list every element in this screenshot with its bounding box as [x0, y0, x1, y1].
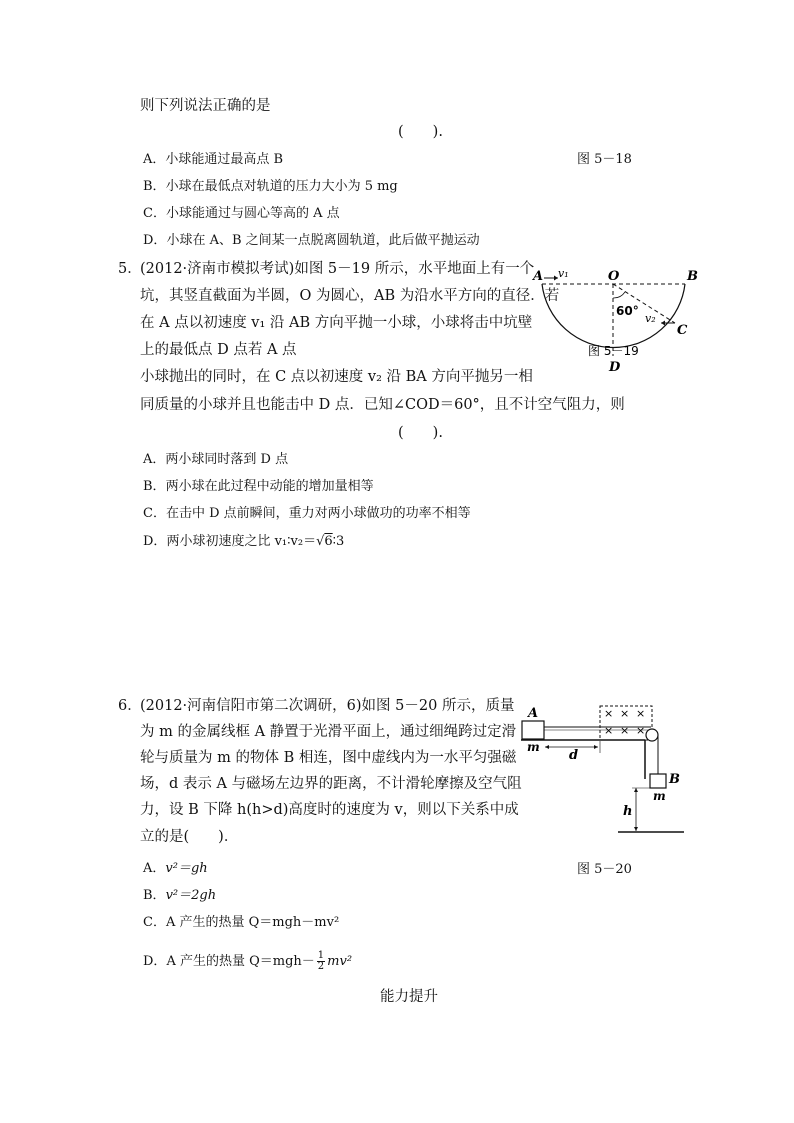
- option-letter: D．: [143, 954, 167, 969]
- q4-figure-label: 图 5－18: [577, 152, 632, 167]
- option-text: 两小球在此过程中动能的增加量相等: [165, 479, 374, 494]
- option-text: v²＝2gh: [165, 888, 217, 903]
- option-letter: B．: [143, 179, 166, 194]
- q6-option-c: [143, 914, 339, 932]
- q6-line-5: 力，设 B 下降 h(h>d)高度时的速度为 v，则以下关系中成: [140, 802, 519, 818]
- option-text: v²＝gh: [165, 861, 208, 876]
- fraction: [317, 951, 325, 972]
- label-d: d: [569, 748, 579, 763]
- fraction-denominator: 2: [317, 961, 325, 972]
- q6-line-4: 场，d 表示 A 与磁场左边界的距离，不计滑轮摩擦及空气阻: [140, 776, 522, 792]
- option-text-end: mv²: [327, 954, 353, 969]
- q5-option-a: [143, 451, 288, 469]
- q4-option-c: [143, 205, 340, 223]
- fraction-numerator: 1: [317, 950, 325, 961]
- block-b: [650, 774, 666, 788]
- option-letter: D．: [143, 534, 167, 549]
- block-a: [522, 721, 544, 739]
- field-cross: ×: [636, 724, 646, 737]
- q5-option-d: [143, 533, 344, 551]
- label-a: A: [528, 706, 539, 721]
- option-letter: A．: [143, 861, 166, 876]
- q5-line-4: 上的最低点 D 点若 A 点: [140, 342, 297, 358]
- q5-line-6: 同质量的小球并且也能击中 D 点．已知∠COD＝60°，且不计空气阻力，则: [140, 397, 625, 413]
- option-text: 小球在 A、B 之间某一点脱离圆轨道，此后做平抛运动: [166, 233, 480, 248]
- sqrt-sign: √: [316, 534, 325, 549]
- q4-option-b: [143, 178, 398, 196]
- q5-number: 5．: [118, 261, 142, 277]
- label-m-a: m: [527, 740, 540, 754]
- label-a: A: [533, 269, 544, 284]
- option-text: 小球能通过最高点 B: [165, 152, 284, 167]
- q5-line-2: 坑，其竖直截面为半圆，O 为圆心，AB 为沿水平方向的直径．若: [140, 288, 560, 304]
- option-text: 在击中 D 点前瞬间，重力对两小球做功的功率不相等: [165, 506, 471, 521]
- figure-5-19-label: 图 5－19: [588, 344, 639, 358]
- h-arrowhead-top: [634, 788, 638, 792]
- field-cross: ×: [604, 724, 614, 737]
- label-h: h: [623, 804, 633, 819]
- label-d: D: [609, 360, 621, 375]
- h-arrowhead-bottom: [634, 827, 638, 831]
- label-c: C: [677, 323, 688, 338]
- option-letter: A．: [143, 452, 166, 467]
- field-cross: ×: [620, 707, 630, 720]
- field-cross: ×: [604, 707, 614, 720]
- option-letter: D．: [143, 233, 167, 248]
- d-arrowhead-left: [545, 745, 549, 749]
- field-cross: ×: [636, 707, 646, 720]
- label-o: O: [608, 269, 620, 284]
- angle-arc: [613, 292, 625, 298]
- q6-option-d: [143, 950, 352, 974]
- section-title: 能力提升: [380, 989, 438, 1005]
- q5-answer-paren: ( ).: [398, 425, 443, 441]
- label-b: B: [669, 772, 680, 787]
- option-letter: B．: [143, 479, 166, 494]
- label-v2: v₂: [645, 312, 656, 325]
- q6-line-6: 立的是( )．: [140, 829, 239, 845]
- option-letter: C．: [143, 915, 166, 930]
- v2-arrowhead: [661, 321, 665, 326]
- field-cross: ×: [620, 724, 630, 737]
- d-arrowhead-right: [594, 745, 598, 749]
- q6-option-b: [143, 887, 216, 905]
- q5-line-3: 在 A 点以初速度 v₁ 沿 AB 方向平抛一小球，小球将击中坑壁: [140, 315, 533, 331]
- option-letter: A．: [143, 152, 166, 167]
- q6-option-a: [143, 860, 208, 878]
- q5-option-b: [143, 478, 374, 496]
- option-text: A 产生的热量 Q＝mgh－: [166, 954, 315, 969]
- q4-answer-paren: ( ).: [398, 124, 443, 140]
- sqrt-radicand: 6: [324, 534, 333, 549]
- q4-option-d: [143, 232, 480, 250]
- q5-line-1: (2012·济南市模拟考试)如图 5－19 所示，水平地面上有一个: [140, 261, 535, 277]
- q6-number: 6．: [118, 698, 142, 714]
- q4-option-a: [143, 151, 283, 169]
- figure-5-20: [518, 697, 688, 837]
- q6-line-1: (2012·河南信阳市第二次调研，6)如图 5－20 所示，质量: [140, 698, 515, 714]
- option-text: 两小球同时落到 D 点: [165, 452, 289, 467]
- label-angle: 60°: [616, 304, 639, 318]
- option-text: 两小球初速度之比 v₁∶v₂＝: [166, 534, 317, 549]
- option-text: 小球在最低点对轨道的压力大小为 5 mg: [165, 179, 398, 194]
- option-letter: B．: [143, 888, 166, 903]
- pulley: [646, 729, 658, 741]
- figure-5-19: [530, 262, 700, 377]
- q6-line-2: 为 m 的金属线框 A 静置于光滑平面上，通过细绳跨过定滑: [140, 724, 517, 740]
- q5-line-5: 小球抛出的同时，在 C 点以初速度 v₂ 沿 BA 方向平抛另一相: [140, 369, 533, 385]
- label-b: B: [687, 269, 698, 284]
- label-v1: v₁: [558, 267, 569, 280]
- option-text: 小球能通过与圆心等高的 A 点: [165, 206, 340, 221]
- label-m-b: m: [653, 789, 666, 803]
- q4-stem-tail: 则下列说法正确的是: [140, 98, 271, 114]
- option-text-end: ∶3: [332, 534, 345, 549]
- q6-line-3: 轮与质量为 m 的物体 B 相连，图中虚线内为一水平匀强磁: [140, 750, 517, 766]
- option-letter: C．: [143, 206, 166, 221]
- option-letter: C．: [143, 506, 166, 521]
- q5-option-c: [143, 505, 471, 523]
- figure-5-20-label: 图 5－20: [577, 862, 632, 877]
- option-text: A 产生的热量 Q＝mgh－mv²: [165, 915, 340, 930]
